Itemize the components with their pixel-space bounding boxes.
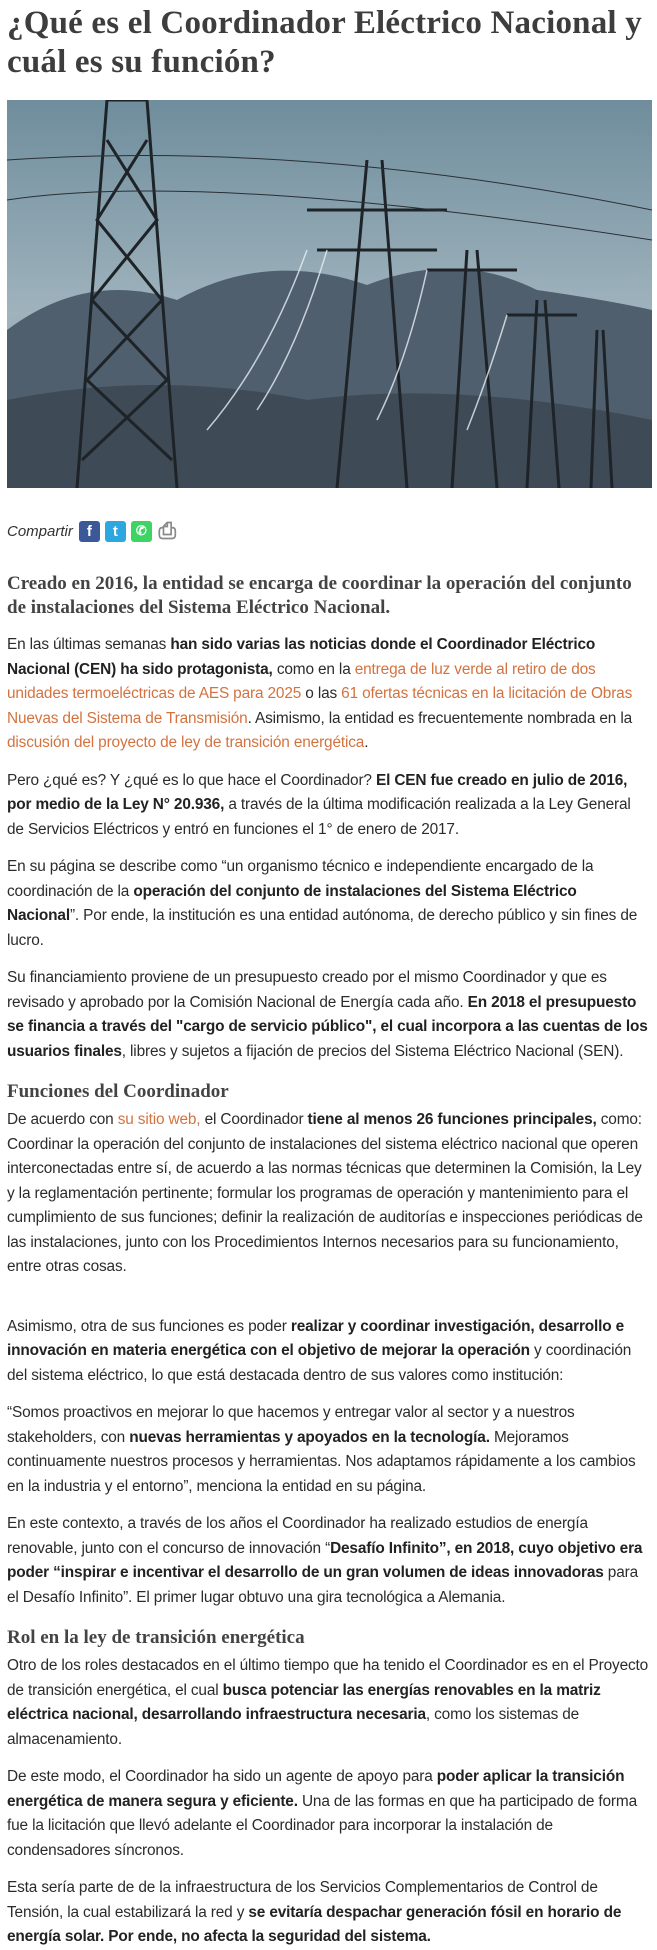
bold-text: operación del conjunto de instalaciones del Sistema Eléctrico Nacional xyxy=(7,882,577,924)
article-lead: Creado en 2016, la entidad se encarga de coordinar la operación del conjunto de instalaciones del Sistema Eléctrico Nacional. xyxy=(7,573,632,618)
article xyxy=(0,4,657,1950)
text: a través de la última modificación realizada a la Ley General de Servicios Eléctricos y entró en funciones el 1° de enero de 2017. xyxy=(7,796,631,838)
text: En su página se describe como “un organismo técnico e independiente encargado de la coordinación de la xyxy=(7,858,594,900)
paragraph xyxy=(7,1876,651,1950)
twitter-icon[interactable]: t xyxy=(105,521,126,542)
bold-text: Desafío Infinito”, en 2018, cuyo objetivo era poder “inspirar e incentivar el desarrollo de un gran volumen de ideas innovadoras xyxy=(7,1539,643,1581)
section-heading: Rol en la ley de transición energética xyxy=(7,1627,305,1648)
text: Esta sería parte de de la infraestructura de los Servicios Complementarios de Control de Tensión, la cual estabilizará la red y xyxy=(7,1879,598,1921)
page-title: ¿Qué es el Coordinador Eléctrico Nacional y cuál es su función? xyxy=(7,5,642,80)
whatsapp-icon[interactable]: ✆ xyxy=(131,521,152,542)
bold-text: se evitaría despachar generación fósil en horario de energía solar. Por ende, no afecta la seguridad del sistema. xyxy=(7,1903,622,1945)
text: el Coordinador xyxy=(200,1111,308,1128)
text: , como los sistemas de almacenamiento. xyxy=(7,1706,580,1748)
inline-link[interactable]: entrega de luz verde al retiro de dos unidades termoeléctricas de AES para 2025 xyxy=(7,660,596,702)
bold-text: realizar y coordinar investigación, desarrollo e innovación en materia energética con el objetivo de mejorar la operación xyxy=(7,1317,625,1359)
bold-text: busca potenciar las energías renovables en la matriz eléctrica nacional, desarrollando infraestructura necesaria xyxy=(7,1681,601,1723)
inline-link[interactable]: discusión del proyecto de ley de transición energética xyxy=(7,734,365,751)
share-bar xyxy=(7,518,651,544)
paragraph xyxy=(7,1765,651,1863)
text: Su financiamiento proviene de un presupuesto creado por el mismo Coordinador y que es revisado y aprobado por la Comisión Nacional de Energía cada año. xyxy=(7,969,607,1011)
text: . xyxy=(364,734,369,751)
text: Una de las formas en que ha participado de forma fue la licitación que llevó adelante el Coordinador para incorporar la instalación de condensadores síncronos. xyxy=(7,1792,637,1859)
bold-text: tiene al menos 26 funciones principales, xyxy=(307,1111,597,1128)
bold-text: han sido varias las noticias donde el Coordinador Eléctrico Nacional (CEN) ha sido protagonista, xyxy=(7,636,596,678)
text: ”. Por ende, la institución es una entidad autónoma, de derecho público y sin fines de lucro. xyxy=(7,907,638,949)
inline-link[interactable]: su sitio web, xyxy=(117,1111,201,1128)
text: De este modo, el Coordinador ha sido un agente de apoyo para xyxy=(7,1768,437,1785)
text: como en la xyxy=(272,660,355,678)
print-icon[interactable]: ⎙ xyxy=(158,518,177,543)
paragraph xyxy=(7,1315,651,1389)
bold-text: En 2018 el presupuesto se financia a través del "cargo de servicio público", el cual incorpora a las cuentas de los usuarios finales xyxy=(7,993,648,1060)
text: Asimismo, otra de sus funciones es poder xyxy=(7,1317,291,1335)
text: Pero ¿qué es? Y ¿qué es lo que hace el Coordinador? xyxy=(7,771,376,789)
paragraph xyxy=(7,1654,651,1752)
text: como: Coordinar la operación del conjunto de instalaciones del sistema eléctrico nacional que operen interconectadas entre sí, de acuerdo a las normas técnicas que determinen la Comisión, la Ley y la reglamentación pertinente; formular los programas de operación y mantenimiento para el cumplimiento de sus funciones; definir la realización de auditorías e inspecciones periódicas de las instalaciones, junto con los Procedimientos Internos necesarios para su funcionamiento, entre otras cosas. xyxy=(7,1111,643,1275)
paragraph xyxy=(7,966,651,1064)
text: En las últimas semanas xyxy=(7,636,171,653)
paragraph xyxy=(7,1401,651,1499)
text: y coordinación del sistema eléctrico, lo que está destacada dentro de sus valores como institución: xyxy=(7,1342,632,1384)
paragraph xyxy=(7,855,651,953)
paragraph xyxy=(7,1512,651,1610)
text: Otro de los roles destacados en el último tiempo que ha tenido el Coordinador es en el Proyecto de transición energética, el cual xyxy=(7,1657,649,1699)
text: . Asimismo, la entidad es frecuentemente nombrada en la xyxy=(247,709,632,727)
inline-link[interactable]: 61 ofertas técnicas en la licitación de Obras Nuevas del Sistema de Transmisión xyxy=(7,685,633,727)
text: , libres y sujetos a fijación de precios del Sistema Eléctrico Nacional (SEN). xyxy=(121,1042,624,1060)
text: “Somos proactivos en mejorar lo que hacemos y entregar valor al sector y a nuestros stakeholders, con xyxy=(7,1404,575,1446)
hero-image-power-lines xyxy=(7,100,652,488)
article-body xyxy=(7,633,651,1950)
paragraph xyxy=(7,1108,651,1280)
bold-text: nuevas herramientas y apoyados en la tecnología. xyxy=(129,1428,490,1446)
bold-text: poder aplicar la transición energética de manera segura y eficiente. xyxy=(7,1768,625,1810)
paragraph xyxy=(7,633,651,756)
section-heading: Funciones del Coordinador xyxy=(7,1081,229,1102)
text: De acuerdo con xyxy=(7,1111,118,1128)
text: En este contexto, a través de los años el Coordinador ha realizado estudios de energía renovable, junto con el concurso de innovación “ xyxy=(7,1515,588,1557)
facebook-icon[interactable]: f xyxy=(79,521,100,542)
paragraph xyxy=(7,769,651,843)
text: para el Desafío Infinito”. El primer lugar obtuvo una gira tecnológica a Alemania. xyxy=(7,1564,638,1606)
text: o las xyxy=(301,685,342,702)
share-label: Compartir xyxy=(7,522,73,540)
bold-text: El CEN fue creado en julio de 2016, por medio de la Ley N° 20.936, xyxy=(7,771,628,813)
text: Mejoramos continuamente nuestros procesos y herramientas. Nos adaptamos rápidamente a los cambios en la industria y el entorno”, menciona la entidad en su página. xyxy=(7,1428,636,1495)
